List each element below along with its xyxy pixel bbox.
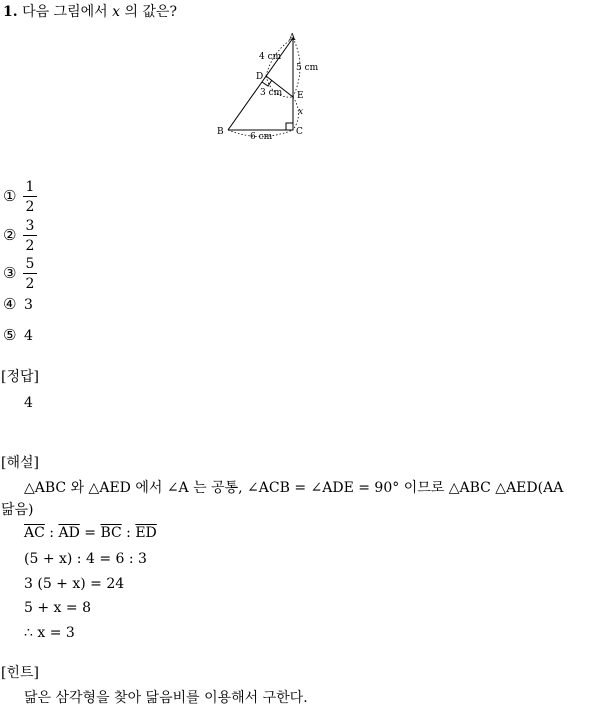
ratio-colon: : xyxy=(44,525,59,541)
right-angle-mark-c xyxy=(286,123,293,130)
choice-2-numerator: 3 xyxy=(25,218,35,234)
explanation-eq-1: (5 + x) : 4 = 6 : 3 xyxy=(24,551,147,567)
fraction-bar xyxy=(23,235,37,236)
triangle-figure xyxy=(0,0,600,160)
answer-heading: [정답] xyxy=(1,369,39,385)
choice-2-denominator: 2 xyxy=(25,238,35,254)
choice-1-marker[interactable]: ① xyxy=(3,187,17,205)
question-text-after: 의 값은? xyxy=(120,4,178,20)
choice-3-fraction[interactable] xyxy=(23,257,37,291)
segment-ad: $\overline{AD}$ xyxy=(58,525,80,541)
measure-ec: x xyxy=(298,107,304,117)
choice-1-numerator: 1 xyxy=(25,179,35,195)
choice-3-denominator: 2 xyxy=(25,276,35,292)
explanation-heading: [해설] xyxy=(1,455,39,471)
label-c: C xyxy=(296,127,303,137)
ratio-equals: = xyxy=(79,525,101,541)
choice-4-value[interactable]: 3 xyxy=(24,297,33,313)
choice-1-fraction[interactable] xyxy=(23,180,37,214)
label-e: E xyxy=(297,91,304,101)
choice-5-value[interactable]: 4 xyxy=(24,328,33,344)
explanation-line-2: 닮음) xyxy=(1,502,34,518)
choice-2-marker[interactable]: ② xyxy=(3,226,17,244)
explanation-eq-3: 5 + x = 8 xyxy=(24,600,91,616)
measure-de: 3 cm xyxy=(260,88,283,98)
question-text-before: 다음 그림에서 xyxy=(22,4,113,20)
explanation-ratio xyxy=(24,526,157,540)
measure-ad: 4 cm xyxy=(259,52,282,62)
measure-ae: 5 cm xyxy=(296,63,319,73)
choice-4-marker[interactable]: ④ xyxy=(3,295,17,313)
label-a: A xyxy=(289,33,296,43)
segment-bc: $\overline{BC}$ xyxy=(100,525,122,541)
label-b: B xyxy=(217,127,224,137)
explanation-eq-2: 3 (5 + x) = 24 xyxy=(24,576,125,592)
right-angle-mark-d xyxy=(262,80,272,86)
choice-2-fraction[interactable] xyxy=(23,219,37,253)
fraction-bar xyxy=(23,273,37,274)
fraction-bar xyxy=(23,196,37,197)
explanation-eq-4: ∴ x = 3 xyxy=(24,625,75,641)
measure-bc: 6 cm xyxy=(250,132,273,142)
hint-text: 닮은 삼각형을 찾아 닮음비를 이용해서 구한다. xyxy=(24,690,308,706)
choice-5-marker[interactable]: ⑤ xyxy=(3,326,17,344)
answer-value: 4 xyxy=(24,395,33,411)
segment-ed: $\overline{ED}$ xyxy=(135,525,157,541)
question-number: 1. xyxy=(3,4,18,20)
choice-3-numerator: 5 xyxy=(25,256,35,272)
choice-3-marker[interactable]: ③ xyxy=(3,264,17,282)
ratio-colon: : xyxy=(121,525,136,541)
segment-ac: $\overline{AC}$ xyxy=(24,525,45,541)
choice-1-denominator: 2 xyxy=(25,199,35,215)
label-d: D xyxy=(256,72,264,82)
question-variable: x xyxy=(112,4,121,20)
hint-heading: [힌트] xyxy=(1,665,39,681)
explanation-line-1: △ABC 와 △AED 에서 ∠A 는 공통, ∠ACB = ∠ADE = 90° 이므로 △ABC △AED(AA xyxy=(24,480,564,496)
